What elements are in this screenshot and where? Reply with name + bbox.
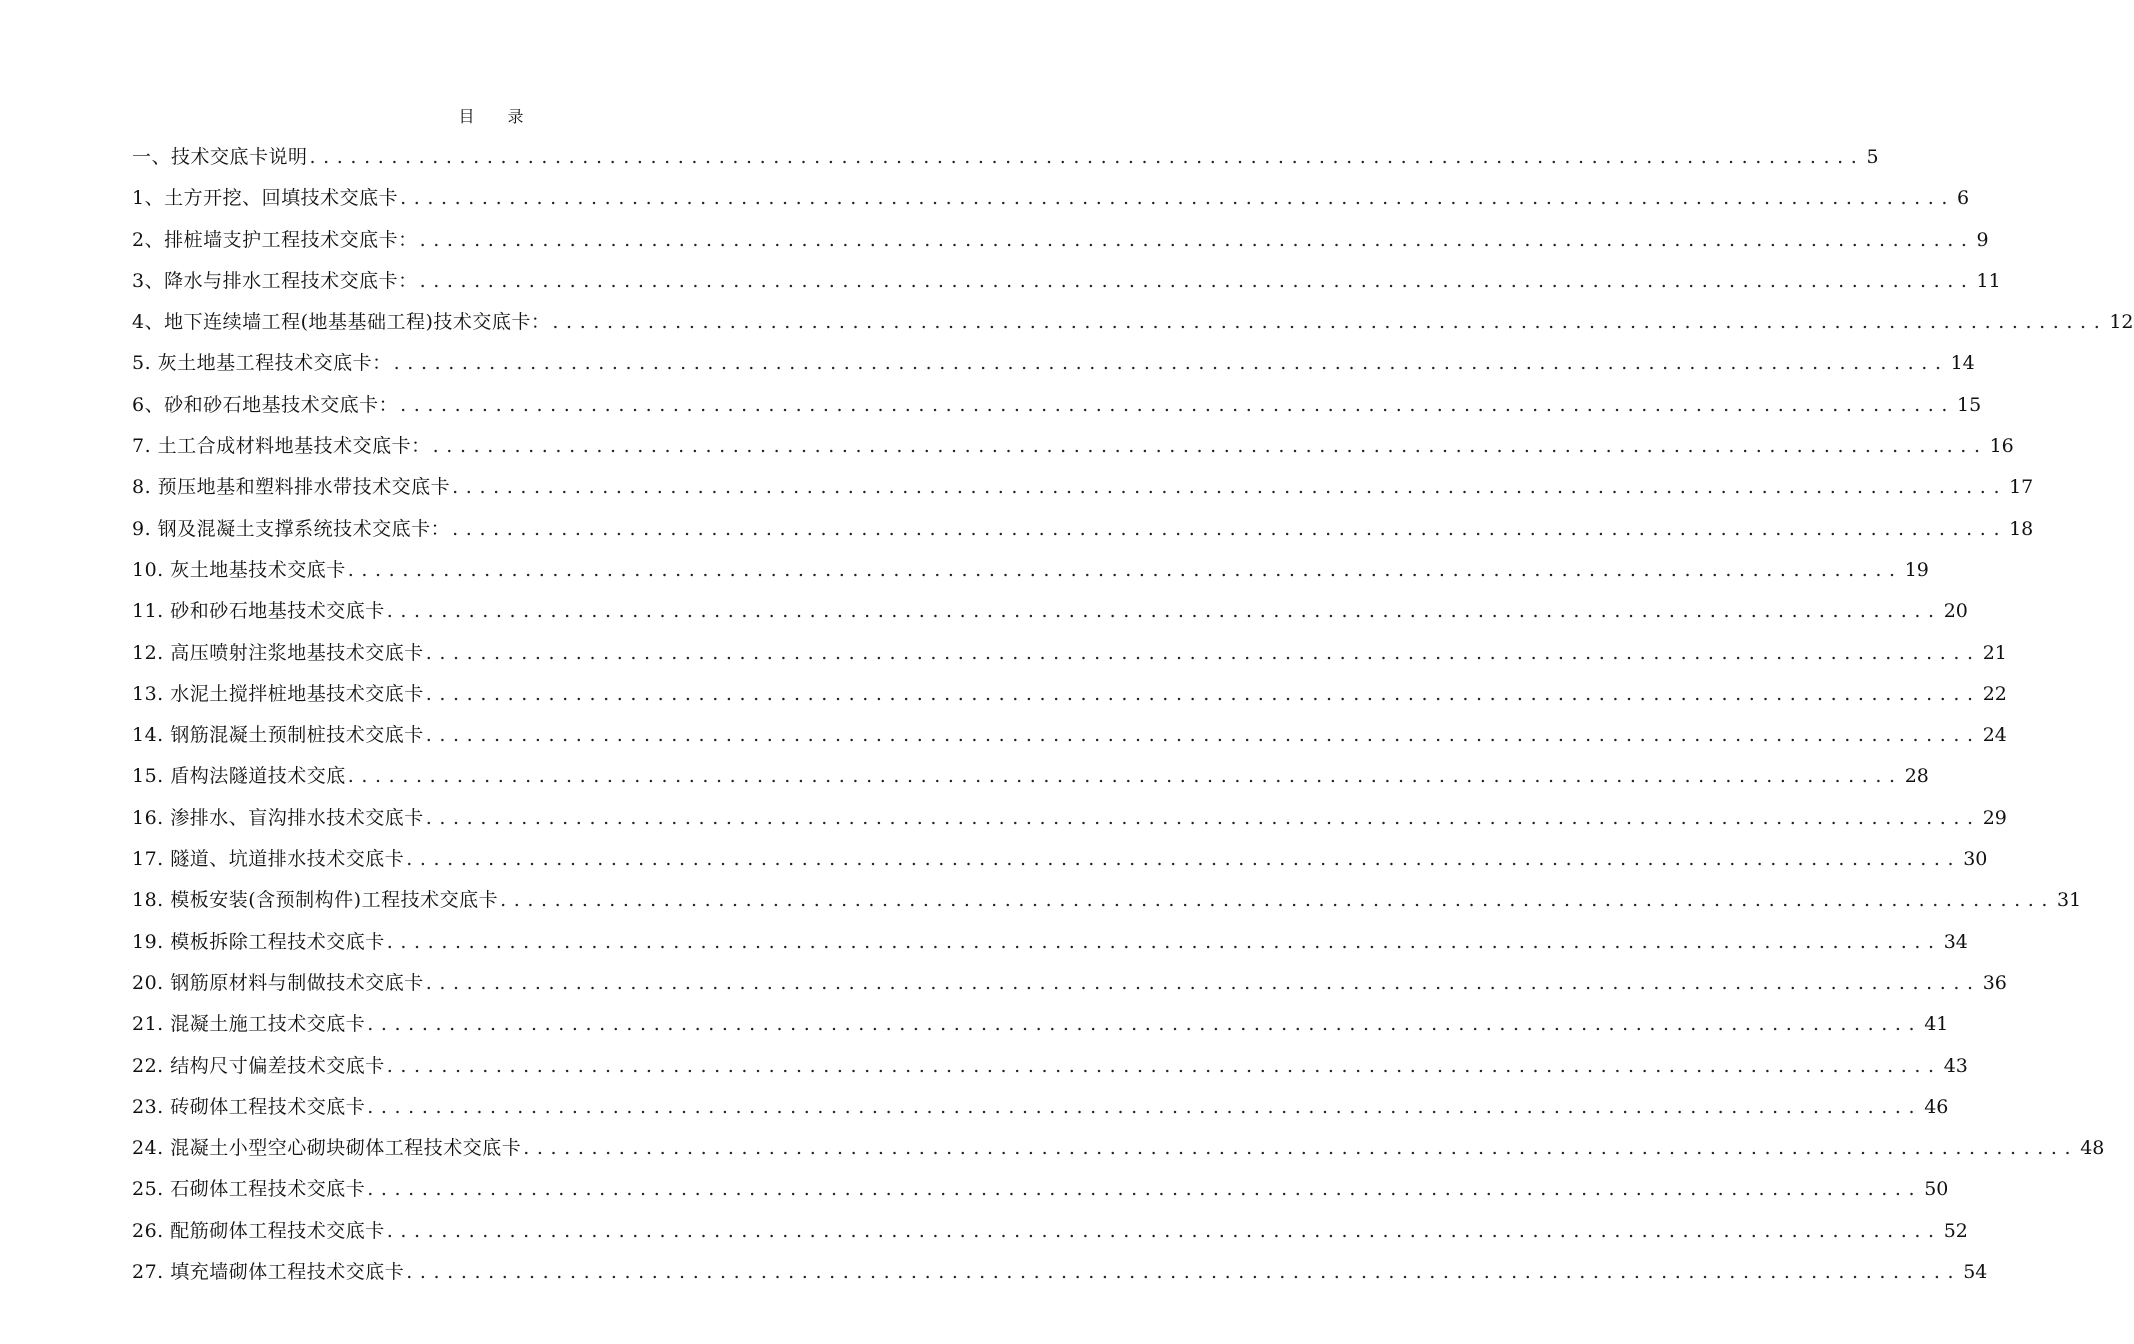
toc-entry[interactable]: [132, 343, 1975, 384]
toc-entry[interactable]: [132, 1128, 2105, 1169]
toc-dot-leader: ..................................................................................................................: [347, 765, 1903, 788]
toc-dot-leader: ..................................................................................................................: [393, 352, 1949, 375]
toc-dot-leader: ..................................................................................................................: [400, 187, 1956, 210]
toc-dot-leader: ..................................................................................................................: [432, 435, 1988, 458]
toc-entry-label: 20. 钢筋原材料与制做技术交底卡: [132, 971, 424, 994]
toc-entry-page-number: 41: [1924, 1013, 1949, 1036]
toc-entry[interactable]: [132, 839, 1988, 880]
toc-dot-leader: ..................................................................................................................: [419, 269, 1975, 292]
toc-dot-leader: ..................................................................................................................: [452, 517, 2008, 540]
toc-entry-page-number: 18: [2009, 517, 2034, 540]
toc-entry-page-number: 34: [1943, 930, 1968, 953]
toc-entry[interactable]: [132, 1004, 1949, 1045]
toc-entry-label: 24. 混凝土小型空心砌块砌体工程技术交底卡: [132, 1137, 522, 1160]
toc-entry[interactable]: [132, 1169, 1949, 1210]
toc-dot-leader: ..................................................................................................................: [367, 1095, 1923, 1118]
toc-dot-leader: ..................................................................................................................: [367, 1013, 1923, 1036]
toc-dot-leader: ..................................................................................................................: [386, 1219, 1942, 1242]
toc-entry-label: 22. 结构尺寸偏差技术交底卡: [132, 1054, 385, 1077]
toc-entry[interactable]: [132, 591, 1968, 632]
toc-entry-page-number: 9: [1976, 228, 1989, 251]
toc-entry[interactable]: [132, 756, 1929, 797]
toc-entry[interactable]: [132, 963, 2007, 1004]
toc-entry-page-number: 11: [1976, 269, 2001, 292]
toc-entry-label: 1、土方开挖、回填技术交底卡: [132, 187, 399, 210]
toc-dot-leader: ..................................................................................................................: [523, 1137, 2079, 1160]
toc-entry-page-number: 19: [1904, 558, 1929, 581]
toc-entry-label: 21. 混凝土施工技术交底卡: [132, 1013, 366, 1036]
toc-entry-label: 18. 模板安装(含预制构件)工程技术交底卡: [132, 889, 499, 912]
toc-entry[interactable]: [132, 385, 1982, 426]
toc-entry-label: 27. 填充墙砌体工程技术交底卡: [132, 1261, 405, 1284]
toc-dot-leader: ..................................................................................................................: [500, 889, 2056, 912]
toc-entry-label: 15. 盾构法隧道技术交底: [132, 765, 346, 788]
toc-dot-leader: ..................................................................................................................: [386, 1054, 1942, 1077]
toc-entry-page-number: 24: [1982, 724, 2007, 747]
toc-entry-page-number: 20: [1943, 600, 1968, 623]
toc-entry-label: 3、降水与排水工程技术交底卡：: [132, 269, 418, 292]
toc-entry-label: 25. 石砌体工程技术交底卡: [132, 1178, 366, 1201]
toc-entry[interactable]: [132, 1046, 1968, 1087]
toc-entry[interactable]: [132, 922, 1968, 963]
toc-title: 目 录: [458, 107, 538, 126]
toc-entry-page-number: 30: [1963, 848, 1988, 871]
toc-entry-label: 12. 高压喷射注浆地基技术交底卡: [132, 641, 424, 664]
toc-entry-page-number: 21: [1982, 641, 2007, 664]
toc-entry-page-number: 16: [1989, 435, 2014, 458]
toc-dot-leader: ..................................................................................................................: [400, 393, 1956, 416]
toc-entry-label: 4、地下连续墙工程(地基基础工程)技术交底卡：: [132, 311, 551, 334]
toc-dot-leader: ..................................................................................................................: [386, 930, 1942, 953]
toc-entry[interactable]: [132, 633, 2007, 674]
toc-entry-page-number: 5: [1866, 146, 1879, 168]
toc-entry-page-number: 48: [2080, 1137, 2105, 1160]
toc-entry-page-number: 50: [1924, 1178, 1949, 1201]
toc-entry-label: 10. 灰土地基技术交底卡: [132, 558, 346, 581]
toc-entry-page-number: 14: [1950, 352, 1975, 375]
toc-entry-page-number: 46: [1924, 1095, 1949, 1118]
toc-dot-leader: ..................................................................................................................: [309, 146, 1865, 168]
toc-entry[interactable]: [132, 1252, 1988, 1293]
toc-entry[interactable]: [132, 467, 2034, 508]
toc-entry-label: 17. 隧道、坑道排水技术交底卡: [132, 848, 405, 871]
toc-entry[interactable]: [132, 1087, 1949, 1128]
toc-entry-page-number: 15: [1957, 393, 1982, 416]
toc-entry-page-number: 22: [1982, 682, 2007, 705]
toc-entry-page-number: 43: [1943, 1054, 1968, 1077]
toc-dot-leader: ..................................................................................................................: [452, 476, 2008, 499]
toc-entry[interactable]: [132, 178, 1970, 219]
toc-dot-leader: ..................................................................................................................: [367, 1178, 1923, 1201]
toc-entry-page-number: 6: [1957, 187, 1970, 210]
toc-entry-page-number: 17: [2009, 476, 2034, 499]
toc-entry-label: 16. 渗排水、盲沟排水技术交底卡: [132, 806, 424, 829]
table-of-contents: [132, 137, 2134, 1293]
toc-entry-label: 2、排桩墙支护工程技术交底卡：: [132, 228, 418, 251]
toc-entry[interactable]: [132, 261, 2001, 302]
toc-entry[interactable]: [132, 550, 1929, 591]
toc-dot-leader: ..................................................................................................................: [425, 724, 1981, 747]
toc-dot-leader: ..................................................................................................................: [425, 641, 1981, 664]
toc-dot-leader: ..................................................................................................................: [347, 558, 1903, 581]
toc-dot-leader: ..................................................................................................................: [406, 848, 1962, 871]
toc-entry-label: 8. 预压地基和塑料排水带技术交底卡: [132, 476, 451, 499]
toc-entry-label: 一、技术交底卡说明: [132, 146, 308, 168]
toc-entry[interactable]: [132, 715, 2007, 756]
toc-entry-label: 7. 土工合成材料地基技术交底卡：: [132, 435, 431, 458]
toc-entry-page-number: 31: [2057, 889, 2082, 912]
toc-entry[interactable]: [132, 302, 2134, 343]
toc-entry-page-number: 28: [1904, 765, 1929, 788]
toc-entry-page-number: 29: [1982, 806, 2007, 829]
toc-dot-leader: ..................................................................................................................: [386, 600, 1942, 623]
toc-entry[interactable]: [132, 509, 2034, 550]
toc-entry-label: 6、砂和砂石地基技术交底卡：: [132, 393, 399, 416]
toc-entry-label: 14. 钢筋混凝土预制桩技术交底卡: [132, 724, 424, 747]
toc-entry-label: 5. 灰土地基工程技术交底卡：: [132, 352, 392, 375]
toc-dot-leader: ..................................................................................................................: [425, 971, 1981, 994]
toc-dot-leader: ..................................................................................................................: [425, 682, 1981, 705]
toc-entry-page-number: 36: [1982, 971, 2007, 994]
toc-dot-leader: ..................................................................................................................: [552, 311, 2108, 334]
toc-entry-label: 26. 配筋砌体工程技术交底卡: [132, 1219, 385, 1242]
toc-entry[interactable]: [132, 798, 2007, 839]
toc-entry-page-number: 12: [2109, 311, 2134, 334]
toc-entry[interactable]: [132, 426, 2014, 467]
toc-dot-leader: ..................................................................................................................: [406, 1261, 1962, 1284]
toc-entry[interactable]: [132, 880, 2082, 921]
toc-entry-page-number: 54: [1963, 1261, 1988, 1284]
toc-entry-label: 11. 砂和砂石地基技术交底卡: [132, 600, 385, 623]
toc-entry-page-number: 52: [1943, 1219, 1968, 1242]
toc-entry[interactable]: [132, 674, 2007, 715]
toc-entry[interactable]: [132, 137, 1879, 178]
toc-entry-label: 23. 砖砌体工程技术交底卡: [132, 1095, 366, 1118]
toc-dot-leader: ..................................................................................................................: [419, 228, 1975, 251]
toc-entry-label: 13. 水泥土搅拌桩地基技术交底卡: [132, 682, 424, 705]
toc-dot-leader: ..................................................................................................................: [425, 806, 1981, 829]
toc-entry[interactable]: [132, 1211, 1968, 1252]
toc-entry-label: 19. 模板拆除工程技术交底卡: [132, 930, 385, 953]
toc-entry[interactable]: [132, 220, 1989, 261]
toc-entry-label: 9. 钢及混凝土支撑系统技术交底卡：: [132, 517, 451, 540]
